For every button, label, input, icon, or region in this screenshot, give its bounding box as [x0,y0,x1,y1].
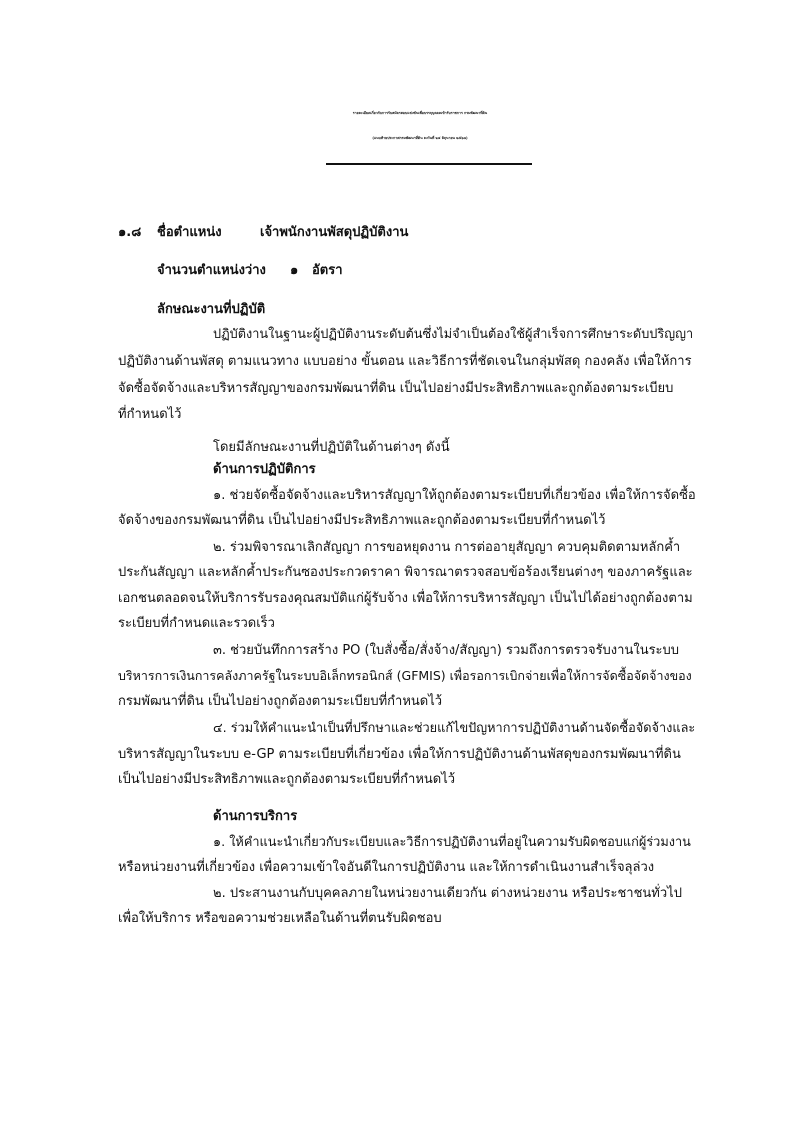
paragraph-line: จัดซื้อจัดจ้างและบริหารสัญญาของกรมพัฒนาที่ดิน เป็นไปอย่างมีประสิทธิภาพและถูกต้องตามระเบียบ [118,381,674,396]
operations-item-4-cont: บริหารสัญญาในระบบ e-GP ตามระเบียบที่เกี่ยวข้อง เพื่อให้การปฏิบัติงานด้านพัสดุของกรมพัฒนาที่ดิน [118,747,681,762]
position-name-value: เจ้าพนักงานพัสดุปฏิบัติงาน [260,225,409,240]
services-item-2: ๒. ประสานงานกับบุคคลภายในหน่วยงานเดียวกัน ต่างหน่วยงาน หรือประชาชนทั่วไป [213,886,682,901]
operations-item-2-cont: เอกชนตลอดจนให้บริการรับรองคุณสมบัติแก่ผู้รับจ้าง เพื่อให้การบริหารสัญญา เป็นไปได้อย่างถูกต้องตาม [118,591,693,606]
operations-item-2-cont: ประกันสัญญา และหลักค้ำประกันซองประกวดราคา พิจารณาตรวจสอบข้อร้องเรียนต่างๆ ของภาครัฐและ [118,565,693,580]
vacancy-label: จำนวนตำแหน่งว่าง [157,263,266,278]
paragraph-line: ปฏิบัติงานในฐานะผู้ปฏิบัติงานระดับต้นซึ่งไม่จำเป็นต้องใช้ผู้สำเร็จการศึกษาระดับปริญญา [213,327,694,342]
title-divider [326,163,532,165]
sub-intro: โดยมีลักษณะงานที่ปฏิบัติในด้านต่างๆ ดังนี้ [213,440,450,455]
operations-item-3-cont: กรมพัฒนาที่ดิน เป็นไปอย่างถูกต้องตามระเบียบที่กำหนดไว้ [118,694,443,709]
services-item-1-cont: หรือหน่วยงานที่เกี่ยวข้อง เพื่อความเข้าใจอันดีในการปฏิบัติงาน และให้การดำเนินงานสำเร็จลุล่วง [118,860,655,875]
operations-item-4: ๔. ร่วมให้คำแนะนำเป็นที่ปรึกษาและช่วยแก้ไขปัญหาการปฏิบัติงานด้านจัดซื้อจัดจ้างและ [213,721,696,736]
services-item-2-cont: เพื่อให้บริการ หรือขอความช่วยเหลือในด้านที่ตนรับผิดชอบ [118,911,442,926]
position-number: ๑.๘ [118,225,142,240]
operations-item-3: ๓. ช่วยบันทึกการสร้าง PO (ใบสั่งซื้อ/สั่งจ้าง/สัญญา) รวมถึงการตรวจรับงานในระบบ [213,643,680,658]
operations-item-1: ๑. ช่วยจัดซื้อจัดจ้างและบริหารสัญญาให้ถูกต้องตามระเบียบที่เกี่ยวข้อง เพื่อให้การจัดซื้อ [213,488,696,503]
vacancy-unit: อัตรา [312,263,343,278]
document-title: รายละเอียดเกี่ยวกับการรับสมัครสอบแข่งขันเพื่อบรรจุบุคคลเข้ารับราชการ กรมพัฒนาที่ดิน [352,111,488,115]
paragraph-line: ปฏิบัติงานด้านพัสดุ ตามแนวทาง แบบอย่าง ขั้นตอน และวิธีการที่ชัดเจนในกลุ่มพัสดุ กองคลัง เพื่อให้การ [118,354,692,369]
operations-item-2: ๒. ร่วมพิจารณาเลิกสัญญา การขอหยุดงาน การต่ออายุสัญญา ควบคุมติดตามหลักค้ำ [213,540,681,555]
paragraph-line: ที่กำหนดไว้ [118,407,182,422]
position-name-label: ชื่อตำแหน่ง [157,225,222,240]
services-heading: ด้านการบริการ [213,809,298,824]
vacancy-count: ๑ [290,263,299,278]
services-item-1: ๑. ให้คำแนะนำเกี่ยวกับระเบียบและวิธีการปฏิบัติงานที่อยู่ในความรับผิดชอบแก่ผู้ร่วมงาน [213,835,691,850]
operations-heading: ด้านการปฏิบัติการ [213,462,316,477]
operations-item-1-cont: จัดจ้างของกรมพัฒนาที่ดิน เป็นไปอย่างมีประสิทธิภาพและถูกต้องตามระเบียบที่กำหนดไว้ [118,513,606,528]
operations-item-4-cont: เป็นไปอย่างมีประสิทธิภาพและถูกต้องตามระเบียบที่กำหนดไว้ [118,772,456,787]
document-subtitle: (แนบท้ายประกาศกรมพัฒนาที่ดิน ลงวันที่ ๒๔ มิถุนายน ๒๕๖๗) [372,136,468,140]
operations-item-3-cont: บริหารการเงินการคลังภาครัฐในระบบอิเล็กทรอนิกส์ (GFMIS) เพื่อรอการเบิกจ่ายเพื่อให้การจัดซื้อจัดจ้างของ [118,668,692,683]
operations-item-2-cont: ระเบียบที่กำหนดและรวดเร็ว [118,616,275,631]
job-nature-heading: ลักษณะงานที่ปฏิบัติ [157,302,266,317]
